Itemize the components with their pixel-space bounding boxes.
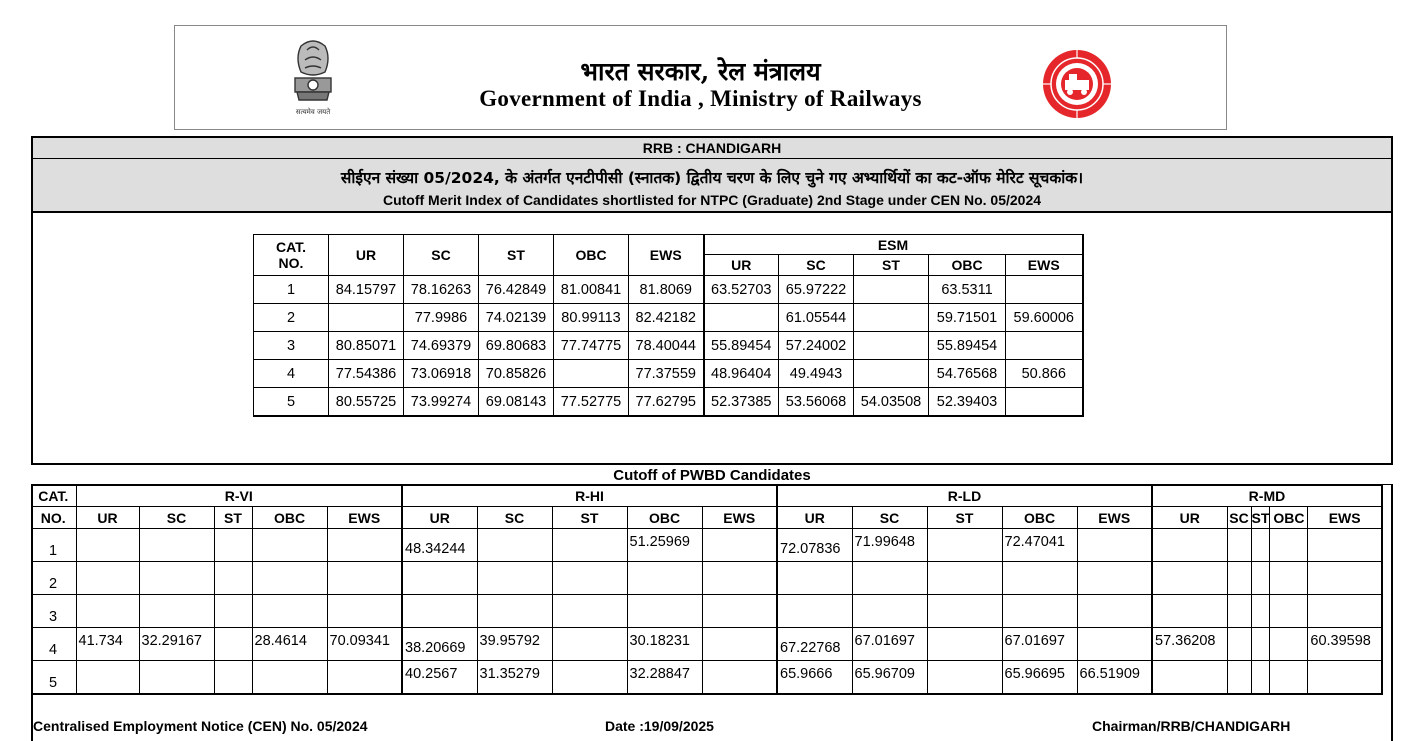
- merit-value-cell: 73.99274: [404, 388, 479, 417]
- pwbd-value-cell: [552, 595, 627, 628]
- merit-value-cell: [1006, 276, 1083, 304]
- pwbd-cat-cell: 3: [31, 595, 76, 628]
- pwbd-value-cell: [1270, 628, 1308, 661]
- pwbd-col-header: OBC: [1002, 507, 1077, 529]
- esm-col-header: OBC: [929, 255, 1006, 276]
- merit-value-cell: [1006, 332, 1083, 360]
- pwbd-value-cell: [1002, 595, 1077, 628]
- pwbd-title: Cutoff of PWBD Candidates: [613, 467, 811, 484]
- pwbd-value-cell: 65.9666: [777, 661, 852, 695]
- pwbd-value-cell: [702, 628, 777, 661]
- pwbd-value-cell: [702, 562, 777, 595]
- merit-value-cell: 74.02139: [479, 304, 554, 332]
- pwbd-cat-cell: 4: [31, 628, 76, 661]
- esm-col-header: ST: [854, 255, 929, 276]
- pwbd-value-cell: [927, 595, 1002, 628]
- merit-cat-cell: 3: [254, 332, 329, 360]
- merit-row: [254, 332, 1083, 360]
- merit-value-cell: 48.96404: [704, 360, 779, 388]
- pwbd-col-header: UR: [777, 507, 852, 529]
- merit-value-cell: 65.97222: [779, 276, 854, 304]
- pwbd-value-cell: 67.01697: [852, 628, 927, 661]
- merit-table: [253, 234, 1084, 417]
- pwbd-value-cell: [252, 529, 327, 562]
- merit-value-cell: 78.16263: [404, 276, 479, 304]
- pwbd-cat-header-1: CAT.: [31, 486, 76, 507]
- merit-value-cell: 63.5311: [929, 276, 1006, 304]
- merit-value-cell: [704, 304, 779, 332]
- pwbd-value-cell: [777, 562, 852, 595]
- merit-value-cell: 53.56068: [779, 388, 854, 417]
- pwbd-col-header: SC: [477, 507, 552, 529]
- pwbd-value-cell: [402, 562, 477, 595]
- pwbd-value-cell: 28.4614: [252, 628, 327, 661]
- pwbd-value-cell: [252, 595, 327, 628]
- pwbd-cat-cell: 1: [31, 529, 76, 562]
- pwbd-value-cell: [1152, 595, 1227, 628]
- rrb-title: RRB : CHANDIGARH: [642, 140, 782, 156]
- pwbd-value-cell: 57.36208: [1152, 628, 1227, 661]
- merit-value-cell: [854, 276, 929, 304]
- merit-value-cell: [854, 304, 929, 332]
- pwbd-value-cell: [1227, 595, 1251, 628]
- pwbd-col-header: EWS: [1308, 507, 1382, 529]
- merit-value-cell: 81.00841: [554, 276, 629, 304]
- pwbd-value-cell: 66.51909: [1077, 661, 1152, 695]
- pwbd-value-cell: [1270, 562, 1308, 595]
- pwbd-value-cell: [139, 595, 214, 628]
- pwbd-value-cell: [252, 562, 327, 595]
- pwbd-value-cell: [1002, 562, 1077, 595]
- pwbd-row: [31, 595, 1382, 628]
- merit-col-header: SC: [404, 235, 479, 276]
- merit-row: [254, 360, 1083, 388]
- pwbd-value-cell: 60.39598: [1308, 628, 1382, 661]
- pwbd-value-cell: [252, 661, 327, 695]
- merit-value-cell: [854, 360, 929, 388]
- pwbd-value-cell: 48.34244: [402, 529, 477, 562]
- pwbd-value-cell: [927, 529, 1002, 562]
- merit-value-cell: 70.85826: [479, 360, 554, 388]
- merit-cat-header: CAT. NO.: [254, 235, 329, 276]
- pwbd-row: [31, 562, 1382, 595]
- pwbd-value-cell: [1251, 595, 1270, 628]
- letterhead: [174, 25, 1227, 130]
- merit-value-cell: 54.03508: [854, 388, 929, 417]
- pwbd-value-cell: [139, 529, 214, 562]
- merit-value-cell: [554, 360, 629, 388]
- pwbd-value-cell: [1077, 628, 1152, 661]
- pwbd-col-header: OBC: [252, 507, 327, 529]
- pwbd-value-cell: [214, 628, 252, 661]
- pwbd-value-cell: [76, 595, 139, 628]
- pwbd-col-header: ST: [927, 507, 1002, 529]
- pwbd-row: [31, 529, 1382, 562]
- merit-row: [254, 388, 1083, 417]
- merit-value-cell: 57.24002: [779, 332, 854, 360]
- pwbd-value-cell: 72.07836: [777, 529, 852, 562]
- merit-value-cell: 77.37559: [629, 360, 704, 388]
- pwbd-value-cell: [214, 595, 252, 628]
- merit-value-cell: [854, 332, 929, 360]
- pwbd-subheader-row: [31, 507, 1382, 529]
- emblem-caption: सत्यमेव जयते: [295, 108, 331, 116]
- pwbd-value-cell: 67.22768: [777, 628, 852, 661]
- pwbd-value-cell: 30.18231: [627, 628, 702, 661]
- footer-date: Date :19/09/2025: [605, 718, 714, 734]
- pwbd-value-cell: [1077, 529, 1152, 562]
- merit-value-cell: 81.8069: [629, 276, 704, 304]
- merit-col-header: EWS: [629, 235, 704, 276]
- pwbd-value-cell: [402, 595, 477, 628]
- merit-value-cell: 77.62795: [629, 388, 704, 417]
- pwbd-value-cell: 51.25969: [627, 529, 702, 562]
- esm-col-header: UR: [704, 255, 779, 276]
- merit-value-cell: 73.06918: [404, 360, 479, 388]
- pwbd-value-cell: 72.47041: [1002, 529, 1077, 562]
- merit-value-cell: 59.60006: [1006, 304, 1083, 332]
- pwbd-value-cell: [139, 661, 214, 695]
- heading-hindi: सीईएन संख्या 05/2024, के अंतर्गत एनटीपीसी (स्नातक) द्वितीय चरण के लिए चुने गए अभ्यार्थियों का कट-ऑफ मेरिट सूचकांक।: [340, 169, 1084, 187]
- esm-col-header: EWS: [1006, 255, 1083, 276]
- pwbd-value-cell: [327, 661, 402, 695]
- pwbd-value-cell: [214, 562, 252, 595]
- pwbd-table: [31, 485, 1383, 695]
- merit-value-cell: 80.99113: [554, 304, 629, 332]
- merit-cat-cell: 2: [254, 304, 329, 332]
- pwbd-value-cell: [327, 595, 402, 628]
- pwbd-value-cell: [1308, 595, 1382, 628]
- pwbd-value-cell: [1270, 661, 1308, 695]
- merit-value-cell: 77.9986: [404, 304, 479, 332]
- merit-value-cell: 74.69379: [404, 332, 479, 360]
- pwbd-cat-header-2: NO.: [31, 507, 76, 529]
- merit-value-cell: 52.37385: [704, 388, 779, 417]
- merit-value-cell: 80.85071: [329, 332, 404, 360]
- merit-col-header: OBC: [554, 235, 629, 276]
- pwbd-value-cell: [1077, 562, 1152, 595]
- pwbd-value-cell: [1227, 529, 1251, 562]
- pwbd-row: [31, 661, 1382, 695]
- pwbd-value-cell: 65.96709: [852, 661, 927, 695]
- merit-value-cell: 55.89454: [929, 332, 1006, 360]
- pwbd-value-cell: [214, 661, 252, 695]
- rrb-band: [31, 138, 1393, 159]
- pwbd-value-cell: [552, 661, 627, 695]
- pwbd-value-cell: [214, 529, 252, 562]
- merit-row: [254, 276, 1083, 304]
- pwbd-value-cell: 70.09341: [327, 628, 402, 661]
- pwbd-value-cell: [927, 628, 1002, 661]
- pwbd-cat-cell: 5: [31, 661, 76, 695]
- pwbd-value-cell: [852, 595, 927, 628]
- pwbd-col-header: ST: [214, 507, 252, 529]
- pwbd-col-header: ST: [1251, 507, 1270, 529]
- pwbd-col-header: UR: [1152, 507, 1227, 529]
- indian-railways-logo-icon: [1041, 48, 1113, 120]
- pwbd-value-cell: [702, 529, 777, 562]
- pwbd-value-cell: [327, 529, 402, 562]
- merit-value-cell: 50.866: [1006, 360, 1083, 388]
- pwbd-value-cell: [552, 562, 627, 595]
- pwbd-group-header: R-MD: [1152, 486, 1382, 507]
- pwbd-value-cell: [76, 661, 139, 695]
- pwbd-value-cell: [1308, 661, 1382, 695]
- merit-value-cell: [1006, 388, 1083, 417]
- pwbd-col-header: EWS: [702, 507, 777, 529]
- heading-band: [31, 159, 1393, 213]
- merit-col-header: UR: [329, 235, 404, 276]
- pwbd-value-cell: [477, 529, 552, 562]
- pwbd-value-cell: 41.734: [76, 628, 139, 661]
- esm-group-header: ESM: [704, 235, 1083, 255]
- pwbd-col-header: EWS: [327, 507, 402, 529]
- pwbd-col-header: SC: [852, 507, 927, 529]
- pwbd-value-cell: 32.28847: [627, 661, 702, 695]
- pwbd-value-cell: [1270, 529, 1308, 562]
- pwbd-band: [31, 463, 1393, 485]
- pwbd-value-cell: [477, 595, 552, 628]
- pwbd-value-cell: 40.2567: [402, 661, 477, 695]
- pwbd-group-header: R-LD: [777, 486, 1152, 507]
- pwbd-value-cell: 39.95792: [477, 628, 552, 661]
- pwbd-col-header: OBC: [1270, 507, 1308, 529]
- merit-value-cell: 82.42182: [629, 304, 704, 332]
- merit-row: [254, 304, 1083, 332]
- pwbd-value-cell: [1227, 661, 1251, 695]
- pwbd-value-cell: [1251, 562, 1270, 595]
- government-title-hindi: भारत सरकार, रेल मंत्रालय: [580, 57, 821, 86]
- pwbd-col-header: OBC: [627, 507, 702, 529]
- footer-signatory: Chairman/RRB/CHANDIGARH: [1092, 718, 1291, 734]
- merit-value-cell: 77.52775: [554, 388, 629, 417]
- pwbd-value-cell: [552, 529, 627, 562]
- pwbd-body: [31, 529, 1382, 695]
- merit-value-cell: 76.42849: [479, 276, 554, 304]
- merit-value-cell: 59.71501: [929, 304, 1006, 332]
- pwbd-value-cell: [477, 562, 552, 595]
- merit-value-cell: 49.4943: [779, 360, 854, 388]
- pwbd-value-cell: [1152, 562, 1227, 595]
- pwbd-value-cell: [702, 661, 777, 695]
- merit-value-cell: 54.76568: [929, 360, 1006, 388]
- merit-cat-cell: 1: [254, 276, 329, 304]
- pwbd-value-cell: [1077, 595, 1152, 628]
- merit-value-cell: 55.89454: [704, 332, 779, 360]
- pwbd-value-cell: 31.35279: [477, 661, 552, 695]
- pwbd-value-cell: 67.01697: [1002, 628, 1077, 661]
- pwbd-value-cell: [1152, 529, 1227, 562]
- merit-value-cell: 78.40044: [629, 332, 704, 360]
- heading-english: Cutoff Merit Index of Candidates shortlisted for NTPC (Graduate) 2nd Stage under CEN No. 05/2024: [382, 192, 1042, 208]
- pwbd-col-header: ST: [552, 507, 627, 529]
- pwbd-cat-cell: 2: [31, 562, 76, 595]
- pwbd-col-header: UR: [76, 507, 139, 529]
- pwbd-value-cell: [1251, 628, 1270, 661]
- merit-value-cell: [329, 304, 404, 332]
- pwbd-value-cell: [76, 562, 139, 595]
- pwbd-value-cell: 32.29167: [139, 628, 214, 661]
- pwbd-value-cell: [327, 562, 402, 595]
- pwbd-value-cell: 38.20669: [402, 628, 477, 661]
- merit-value-cell: 69.08143: [479, 388, 554, 417]
- merit-value-cell: 84.15797: [329, 276, 404, 304]
- pwbd-value-cell: [927, 562, 1002, 595]
- pwbd-value-cell: [777, 595, 852, 628]
- pwbd-col-header: SC: [139, 507, 214, 529]
- pwbd-row: [31, 628, 1382, 661]
- pwbd-value-cell: [1308, 562, 1382, 595]
- merit-value-cell: 61.05544: [779, 304, 854, 332]
- merit-value-cell: 52.39403: [929, 388, 1006, 417]
- pwbd-value-cell: [1152, 661, 1227, 695]
- pwbd-value-cell: [552, 628, 627, 661]
- esm-col-header: SC: [779, 255, 854, 276]
- pwbd-value-cell: [852, 562, 927, 595]
- government-title-english: Government of India , Ministry of Railways: [479, 86, 922, 111]
- pwbd-value-cell: [1227, 628, 1251, 661]
- pwbd-group-header: R-HI: [402, 486, 777, 507]
- pwbd-group-header: R-VI: [76, 486, 402, 507]
- merit-value-cell: 77.54386: [329, 360, 404, 388]
- merit-cat-cell: 5: [254, 388, 329, 417]
- pwbd-value-cell: [1270, 595, 1308, 628]
- merit-value-cell: 69.80683: [479, 332, 554, 360]
- pwbd-value-cell: [1251, 661, 1270, 695]
- pwbd-value-cell: [627, 562, 702, 595]
- pwbd-value-cell: [702, 595, 777, 628]
- pwbd-value-cell: [1308, 529, 1382, 562]
- merit-value-cell: 63.52703: [704, 276, 779, 304]
- merit-col-header: ST: [479, 235, 554, 276]
- pwbd-value-cell: 71.99648: [852, 529, 927, 562]
- merit-value-cell: 77.74775: [554, 332, 629, 360]
- pwbd-col-header: UR: [402, 507, 477, 529]
- pwbd-value-cell: [139, 562, 214, 595]
- merit-cat-cell: 4: [254, 360, 329, 388]
- pwbd-col-header: EWS: [1077, 507, 1152, 529]
- pwbd-value-cell: 65.96695: [1002, 661, 1077, 695]
- merit-value-cell: 80.55725: [329, 388, 404, 417]
- merit-body: [254, 276, 1083, 417]
- pwbd-value-cell: [627, 595, 702, 628]
- pwbd-value-cell: [1251, 529, 1270, 562]
- footer-cen: Centralised Employment Notice (CEN) No. 05/2024: [33, 718, 368, 734]
- pwbd-value-cell: [76, 529, 139, 562]
- pwbd-value-cell: [927, 661, 1002, 695]
- pwbd-col-header: SC: [1227, 507, 1251, 529]
- pwbd-value-cell: [1227, 562, 1251, 595]
